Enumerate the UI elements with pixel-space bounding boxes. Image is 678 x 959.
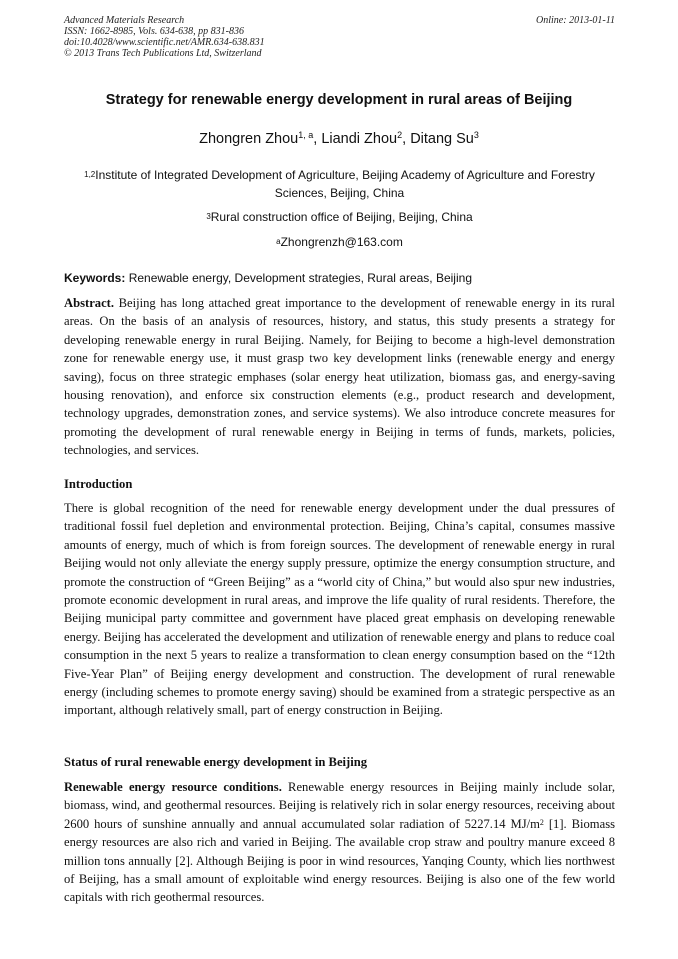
author-1: Zhongren Zhou — [199, 131, 299, 147]
author-sep-1: , — [313, 131, 322, 147]
email-address: Zhongrenzh@163.com — [280, 235, 403, 249]
abstract — [64, 294, 615, 460]
author-2: Liandi Zhou — [321, 131, 398, 147]
author-2-sup: 2 — [397, 130, 403, 140]
paper-title: Strategy for renewable energy development in rural areas of Beijing — [105, 92, 573, 108]
affiliation-1 — [64, 166, 615, 202]
affiliation-2 — [64, 208, 615, 226]
introduction-body: There is global recognition of the need for renewable energy development under the dual pressures of traditional fossil fuel depletion and environmental protection. Beijing, China’s capital, consumes massive amounts of energy, much of which is from foreign sources. The development of renewable energy in rural Beijing would not only alleviate the energy supply pressure, optimize the energy consumption structure, and promote the construction of “Green Beijing” as a “world city of China,” but would also spur new industries, promote economic development in rural areas, and improve the life quality of rural residents. Therefore, the Beijing municipal party committee and government have placed great emphasis on developing renewable energy. Beijing has accelerated the development and utilization of renewable energy and plans to reduce coal consumption in the next 5 years to realize a transformation to clean energy consumption based on the “12th Five-Year Plan” of Beijing energy development and construction. The development of rural renewable energy (including schemes to promote energy saving) should be examined from a strategic perspective as an important, although relatively small, part of energy construction in Beijing. — [64, 501, 615, 718]
author-sep-2: , — [402, 131, 411, 147]
author-1-sup: 1, a — [298, 130, 314, 140]
affiliation-1-line1: Institute of Integrated Development of Agriculture, Beijing Academy of Agriculture and Forestry — [95, 168, 595, 182]
affiliation-1-sup: 1,2 — [84, 170, 96, 179]
doi-line: doi:10.4028/www.scientific.net/AMR.634-638.831 — [64, 37, 265, 48]
introduction-heading: Introduction — [64, 477, 133, 491]
affiliation-1-line2: Sciences, Beijing, China — [274, 186, 405, 200]
running-header — [64, 15, 615, 59]
keywords — [64, 271, 615, 285]
status-text-b: [1]. Biomass energy resources are also rich and varied in Beijing. The available crop straw and poultry manure exceed 8 million tons annually [2]. Although Beijing is poor in wind resources, Yanqing County, which lies northwest of Beijing, has a small amount of exploitable wind energy resources. Beijing is also one of the few world capitals with rich geothermal resources. — [64, 816, 615, 905]
unit-superscript: 2 — [539, 817, 544, 827]
status-heading: Status of rural renewable energy development in Beijing — [64, 755, 368, 769]
author-3: Ditang Su — [410, 131, 474, 147]
status-sub-label: Renewable energy resource conditions. — [64, 780, 282, 794]
author-line — [40, 131, 638, 147]
email-sup: a — [276, 237, 281, 246]
abstract-text: Beijing has long attached great importance to the development of renewable energy in its rural areas. On the basis of an analysis of resources, history, and status, this study presents a strategy for developing renewable energy in rural Beijing. Namely, for Beijing to become a high-level demonstration zone for renewable energy use, it must grasp two key development links (renewable energy and energy saving), focus on three strategic emphases (solar energy heat utilization, biomass gas, and energy-saving housing renovation), and enforce six construction elements (e.g., product research and development, technology upgrades, demonstration zones, and service systems). We also introduce concrete measures for promoting the development of rural renewable energy in Beijing in terms of funds, markets, policies, technologies, and services. — [64, 296, 615, 458]
affiliation-2-sup: 3 — [206, 212, 211, 221]
issn-line: ISSN: 1662-8985, Vols. 634-638, pp 831-836 — [64, 26, 244, 37]
affiliation-2-text: Rural construction office of Beijing, Beijing, China — [210, 210, 473, 224]
copyright-line: © 2013 Trans Tech Publications Ltd, Switzerland — [64, 48, 262, 59]
status-body — [64, 778, 615, 907]
keywords-label: Keywords: — [64, 271, 126, 285]
author-3-sup: 3 — [473, 130, 479, 140]
abstract-label: Abstract. — [64, 296, 115, 310]
journal-name: Advanced Materials Research — [64, 15, 185, 26]
status-text-a: Renewable energy resources in Beijing mainly include solar, biomass, wind, and geothermal resources. Beijing is relatively rich in solar energy resources, receiving about 2600 hours of sunshine annually and annual accumulated solar radiation of 5227.14 MJ/m — [64, 780, 615, 831]
email-line — [64, 233, 615, 251]
online-date: Online: 2013-01-11 — [536, 15, 615, 26]
keywords-text: Renewable energy, Development strategies, Rural areas, Beijing — [125, 271, 472, 285]
